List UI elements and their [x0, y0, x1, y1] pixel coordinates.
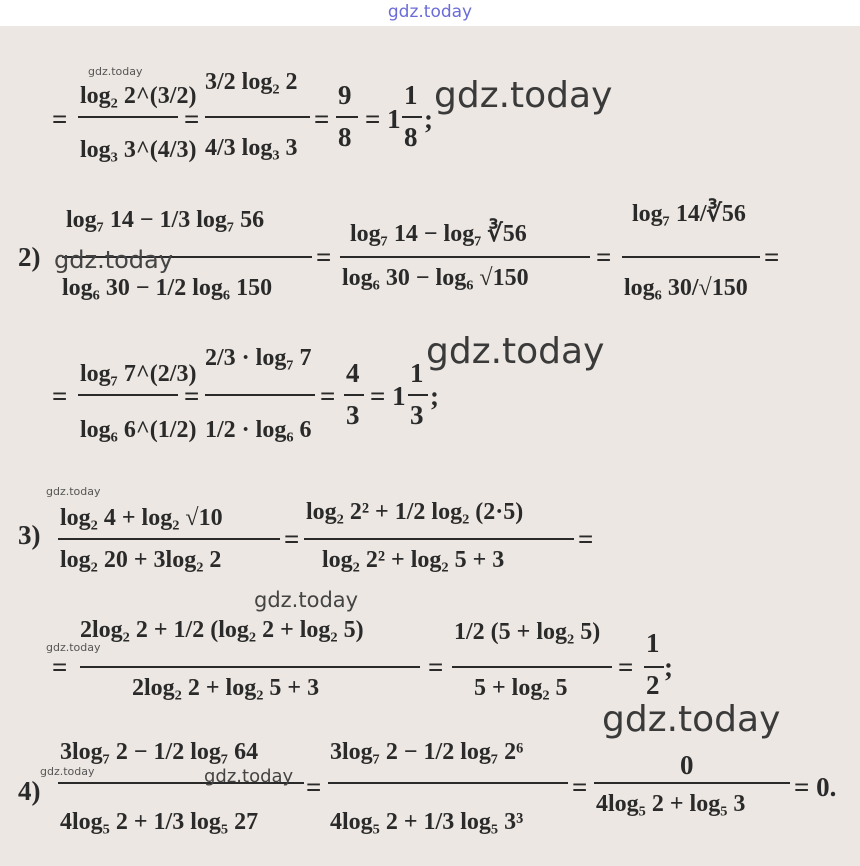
- line4-eq2: =: [578, 524, 594, 554]
- line6-eq2: =: [572, 772, 588, 802]
- line6-num3: 0: [680, 750, 694, 780]
- watermark-4: gdz.today: [54, 246, 173, 274]
- line5-bar1: [80, 666, 420, 668]
- line5-res-den: 2: [646, 670, 660, 700]
- line3-den2: 1/2 · log₆ 6: [205, 417, 312, 443]
- line6-eq1: =: [306, 772, 322, 802]
- line1-mixed-num: 1: [404, 80, 418, 110]
- line1-eq3: =: [314, 104, 330, 134]
- line3-num2: 2/3 · log₇ 7: [205, 345, 312, 371]
- line3-eq2: =: [184, 381, 200, 411]
- line1-bar2: [205, 116, 310, 118]
- line1-bar4: [402, 116, 422, 118]
- line2-den1: log₆ 30 − 1/2 log₆ 150: [62, 275, 273, 301]
- line6-den2: 4log₅ 2 + 1/3 log₅ 3³: [330, 809, 524, 835]
- line1-eq4: = 1: [365, 104, 401, 134]
- line1-den2: 4/3 log₃ 3: [205, 135, 298, 161]
- line4-bar2: [304, 538, 574, 540]
- watermark-6: gdz.today: [204, 766, 294, 787]
- line6-num2: 3log₇ 2 − 1/2 log₇ 2⁶: [330, 739, 524, 765]
- line2-num2: log₇ 14 − log₇ ∛56: [350, 221, 527, 247]
- site-header[interactable]: gdz.today: [387, 2, 473, 22]
- line3-frac-den: 3: [346, 400, 360, 430]
- line5-eq3: =: [618, 652, 634, 682]
- line6-den1: 4log₅ 2 + 1/3 log₅ 27: [60, 809, 259, 835]
- line6-bar2: [328, 782, 568, 784]
- watermark-10: gdz.today: [40, 765, 95, 778]
- line4-label: 3): [18, 520, 41, 550]
- line3-frac-num: 4: [346, 358, 360, 388]
- line6-den3: 4log₅ 2 + log₅ 3: [596, 791, 746, 817]
- watermark-2: gdz.today: [426, 331, 605, 372]
- line3-mixed-num: 1: [410, 358, 424, 388]
- line3-bar1: [78, 394, 178, 396]
- line1-end: ;: [424, 104, 433, 134]
- line2-den3: log₆ 30/√150: [624, 275, 748, 301]
- line3-bar3: [344, 394, 364, 396]
- line5-end: ;: [664, 652, 673, 682]
- line5-bar2: [452, 666, 612, 668]
- watermark-8: gdz.today: [46, 485, 101, 498]
- line5-bar3: [644, 666, 664, 668]
- line4-eq1: =: [284, 524, 300, 554]
- line3-mixed-den: 3: [410, 400, 424, 430]
- line4-den1: log₂ 20 + 3log₂ 2: [60, 547, 222, 573]
- line2-den2: log₆ 30 − log₆ √150: [342, 265, 529, 291]
- line1-eq2: =: [184, 104, 200, 134]
- line3-num1: log₇ 7^(2/3): [80, 361, 197, 387]
- line3-eq3: =: [320, 381, 336, 411]
- watermark-1: gdz.today: [434, 75, 613, 116]
- line5-res-num: 1: [646, 628, 660, 658]
- textbook-page: [0, 26, 860, 866]
- line1-mixed-den: 8: [404, 122, 418, 152]
- watermark-9: gdz.today: [46, 641, 101, 654]
- line1-num2: 3/2 log₂ 2: [205, 69, 298, 95]
- line6-eq3: = 0.: [794, 772, 837, 802]
- line4-num1: log₂ 4 + log₂ √10: [60, 505, 223, 531]
- line4-den2: log₂ 2² + log₂ 5 + 3: [322, 547, 505, 573]
- line4-num2: log₂ 2² + 1/2 log₂ (2·5): [306, 499, 524, 525]
- line3-bar2: [205, 394, 315, 396]
- line1-frac-num: 9: [338, 80, 352, 110]
- watermark-3: gdz.today: [602, 699, 781, 740]
- line6-label: 4): [18, 776, 41, 806]
- line3-eq4: = 1: [370, 381, 406, 411]
- line6-bar3: [594, 782, 790, 784]
- line5-num2: 1/2 (5 + log₂ 5): [454, 619, 601, 645]
- line2-bar2: [340, 256, 590, 258]
- line5-num1: 2log₂ 2 + 1/2 (log₂ 2 + log₂ 5): [80, 617, 364, 643]
- line2-label: 2): [18, 242, 41, 272]
- watermark-7: gdz.today: [88, 65, 143, 78]
- line5-eq1: =: [52, 652, 68, 682]
- line6-num1: 3log₇ 2 − 1/2 log₇ 64: [60, 739, 259, 765]
- line3-den1: log₆ 6^(1/2): [80, 417, 197, 443]
- line1-num1: log₂ 2^(3/2): [80, 83, 197, 109]
- line3-eq1: =: [52, 381, 68, 411]
- line1-bar1: [78, 116, 178, 118]
- line5-eq2: =: [428, 652, 444, 682]
- line2-num3: log₇ 14/∛56: [632, 201, 746, 227]
- line4-bar1: [58, 538, 280, 540]
- watermark-5: gdz.today: [254, 588, 359, 612]
- line2-bar3: [622, 256, 760, 258]
- line1-bar3: [336, 116, 358, 118]
- line3-bar4: [408, 394, 428, 396]
- line5-den2: 5 + log₂ 5: [474, 675, 568, 701]
- line3-end: ;: [430, 381, 439, 411]
- line2-eq1: =: [316, 242, 332, 272]
- line1-eq1: =: [52, 104, 68, 134]
- line5-den1: 2log₂ 2 + log₂ 5 + 3: [132, 675, 320, 701]
- line2-eq3: =: [764, 242, 780, 272]
- line2-num1: log₇ 14 − 1/3 log₇ 56: [66, 207, 265, 233]
- line1-frac-den: 8: [338, 122, 352, 152]
- line1-den1: log₃ 3^(4/3): [80, 137, 197, 163]
- line2-eq2: =: [596, 242, 612, 272]
